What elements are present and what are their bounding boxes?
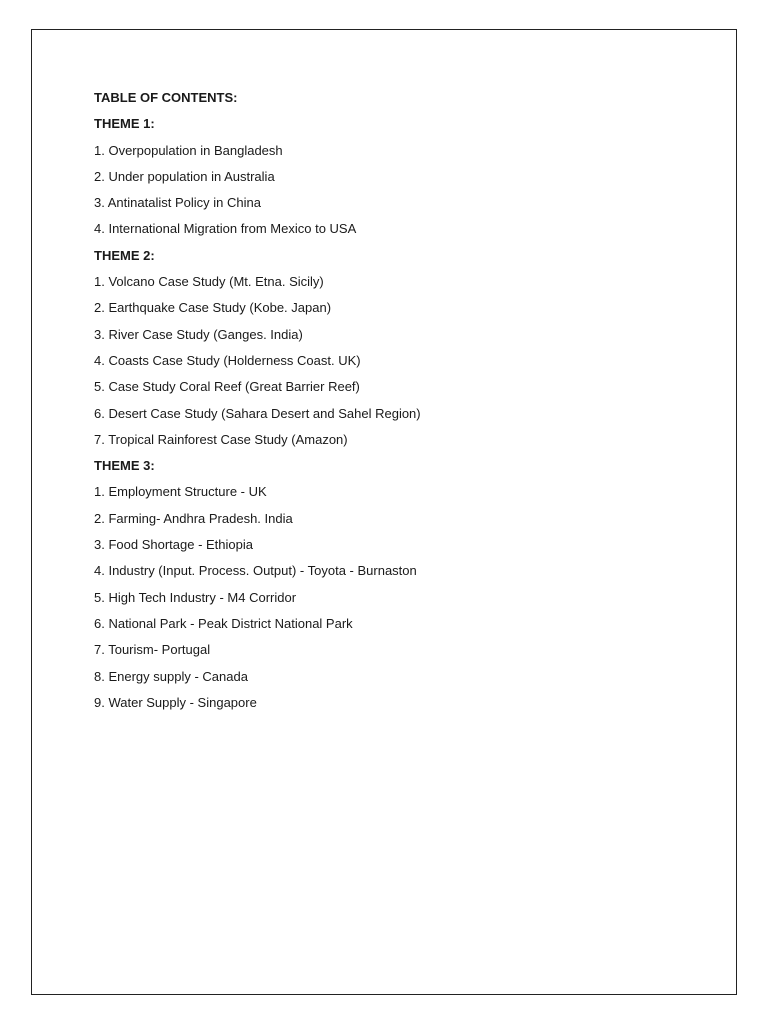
toc-item: 8. Energy supply - Canada <box>94 668 248 684</box>
theme-2-heading: THEME 2: <box>94 247 155 263</box>
toc-item: 4. International Migration from Mexico to USA <box>94 221 357 237</box>
toc-item: 7. Tropical Rainforest Case Study (Amazon) <box>94 431 348 447</box>
toc-item: 3. Food Shortage - Ethiopia <box>94 537 253 553</box>
toc-item: 3. Antinatalist Policy in China <box>94 195 261 211</box>
toc-item: 5. High Tech Industry - M4 Corridor <box>94 589 297 605</box>
toc-item: 4. Industry (Input. Process. Output) - Toyota - Burnaston <box>94 563 417 579</box>
toc-item: 1. Volcano Case Study (Mt. Etna. Sicily) <box>94 274 324 290</box>
table-of-contents <box>94 85 694 716</box>
toc-item: 2. Under population in Australia <box>94 168 275 184</box>
toc-item: 1. Employment Structure - UK <box>94 484 267 500</box>
toc-item: 6. National Park - Peak District National Park <box>94 615 353 631</box>
toc-item: 5. Case Study Coral Reef (Great Barrier Reef) <box>94 379 360 395</box>
toc-title: TABLE OF CONTENTS: <box>94 90 238 105</box>
toc-item: 2. Farming- Andhra Pradesh. India <box>94 510 293 526</box>
toc-item: 4. Coasts Case Study (Holderness Coast. UK) <box>94 352 361 368</box>
theme-1-heading: THEME 1: <box>94 116 155 132</box>
toc-item: 2. Earthquake Case Study (Kobe. Japan) <box>94 300 332 316</box>
document-page <box>31 29 737 995</box>
toc-item: 3. River Case Study (Ganges. India) <box>94 326 303 342</box>
toc-item: 7. Tourism- Portugal <box>94 642 211 658</box>
toc-item: 9. Water Supply - Singapore <box>94 694 257 710</box>
toc-item: 1. Overpopulation in Bangladesh <box>94 142 283 158</box>
theme-3-heading: THEME 3: <box>94 458 155 474</box>
toc-item: 6. Desert Case Study (Sahara Desert and Sahel Region) <box>94 405 421 421</box>
